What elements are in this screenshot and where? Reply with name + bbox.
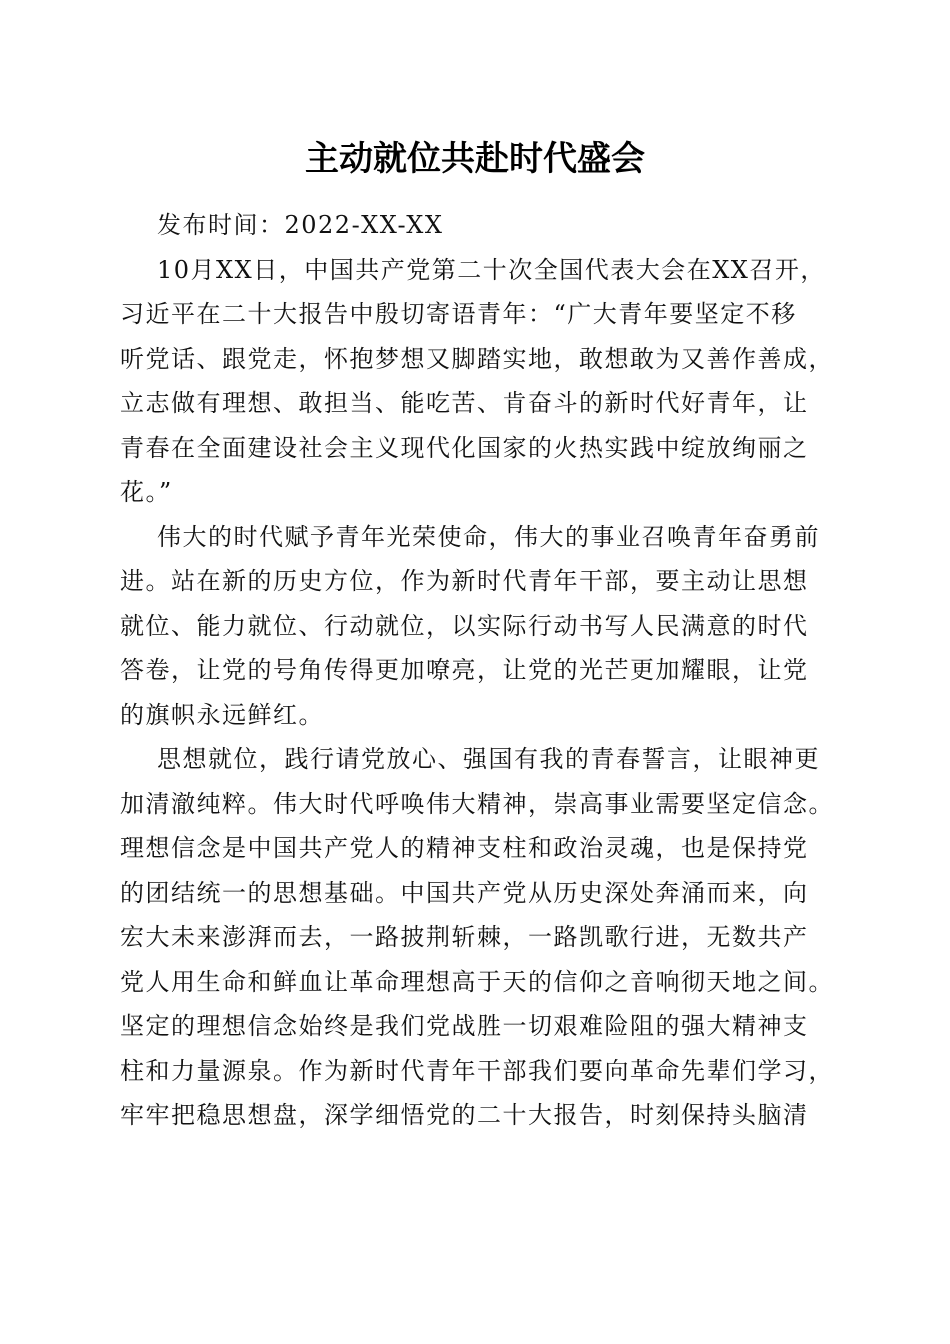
paragraph-1 bbox=[120, 248, 835, 515]
paragraph-line: 答卷，让党的号角传得更加嘹亮，让党的光芒更加耀眼，让党 bbox=[120, 656, 809, 684]
paragraph-line: 10月XX日，中国共产党第二十次全国代表大会在XX召开， bbox=[157, 255, 826, 284]
paragraph-line: 加清澈纯粹。伟大时代呼唤伟大精神，崇高事业需要坚定信念。 bbox=[120, 789, 834, 818]
paragraph-line: 花。” bbox=[120, 478, 173, 506]
document-body bbox=[120, 203, 835, 1138]
paragraph-line: 伟大的时代赋予青年光荣使命，伟大的事业召唤青年奋勇前 bbox=[157, 522, 820, 551]
paragraph-line: 的旗帜永远鲜红。 bbox=[120, 700, 324, 729]
paragraph-line: 的团结统一的思想基础。中国共产党从历史深处奔涌而来，向 bbox=[120, 878, 809, 907]
paragraph-line: 理想信念是中国共产党人的精神支柱和政治灵魂，也是保持党 bbox=[120, 834, 809, 862]
paragraph-line: 党人用生命和鲜血让革命理想高于天的信仰之音响彻天地之间。 bbox=[120, 967, 834, 996]
document-title: 主动就位共赴时代盛会 bbox=[305, 139, 645, 179]
paragraph-line: 立志做有理想、敢担当、能吃苦、肯奋斗的新时代好青年，让 bbox=[120, 389, 809, 417]
publish-time: 发布时间：2022-XX-XX bbox=[157, 211, 444, 239]
paragraph-3 bbox=[120, 737, 835, 1138]
paragraph-line: 宏大未来澎湃而去，一路披荆斩棘，一路凯歌行进，无数共产 bbox=[120, 923, 809, 951]
paragraph-line: 柱和力量源泉。作为新时代青年干部我们要向革命先辈们学习， bbox=[120, 1056, 834, 1085]
paragraph-line: 青春在全面建设社会主义现代化国家的火热实践中绽放绚丽之 bbox=[120, 433, 809, 462]
paragraph-2 bbox=[120, 515, 835, 738]
paragraph-line: 牢牢把稳思想盘，深学细悟党的二十大报告，时刻保持头脑清 bbox=[120, 1101, 809, 1129]
paragraph-line: 进。站在新的历史方位，作为新时代青年干部，要主动让思想 bbox=[120, 567, 809, 595]
paragraph-line: 就位、能力就位、行动就位，以实际行动书写人民满意的时代 bbox=[120, 611, 809, 640]
paragraph-line: 坚定的理想信念始终是我们党战胜一切艰难险阻的强大精神支 bbox=[120, 1012, 809, 1040]
paragraph-line: 思想就位，践行请党放心、强国有我的青春誓言，让眼神更 bbox=[157, 745, 820, 773]
paragraph-line: 听党话、跟党走，怀抱梦想又脚踏实地，敢想敢为又善作善成， bbox=[120, 344, 834, 373]
paragraph-line: 习近平在二十大报告中殷切寄语青年：“广大青年要坚定不移 bbox=[120, 300, 797, 328]
